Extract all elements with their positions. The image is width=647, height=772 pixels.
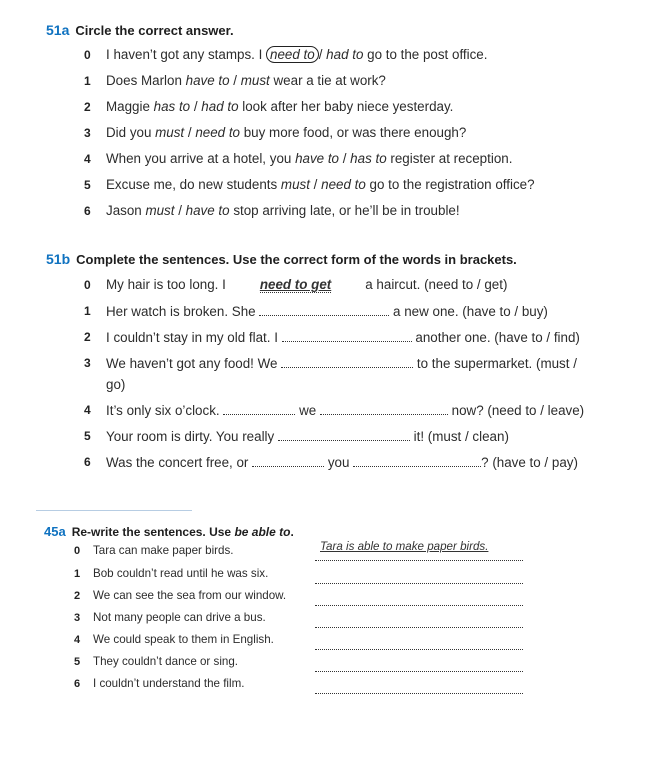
sentence-text: register at reception. [386, 151, 513, 166]
option-separator: / [229, 73, 241, 88]
option-two[interactable]: must [240, 73, 270, 88]
sentence-text: go to the post office. [363, 47, 488, 62]
exercise-51b-heading [46, 251, 517, 267]
sentence-text: look after her baby niece yesterday. [238, 99, 454, 114]
option-one[interactable]: must [280, 177, 310, 192]
option-two[interactable]: had to [326, 47, 364, 62]
answer-blank[interactable] [353, 454, 481, 467]
sentence-text: wear a tie at work? [269, 73, 386, 88]
answer-line[interactable] [315, 583, 523, 584]
answer-line[interactable] [315, 605, 523, 606]
option-separator: / [318, 47, 327, 62]
option-separator: / [309, 177, 322, 192]
answer-blank[interactable] [282, 329, 412, 342]
option-two[interactable]: have to [185, 203, 230, 218]
sentence-text: Bob couldn’t read until he was six. [93, 567, 269, 580]
answer-blank[interactable] [278, 428, 410, 441]
item-number: 3 [84, 126, 91, 140]
answer-line[interactable] [315, 560, 523, 561]
example-answer: Tara is able to make paper birds. [320, 540, 489, 553]
sentence-text: I haven’t got any stamps. I [106, 47, 267, 62]
item-number: 1 [84, 74, 91, 88]
exercise-instruction: Re-write the sentences. Use [71, 525, 235, 539]
item-number: 3 [84, 356, 91, 370]
item-number: 0 [84, 278, 91, 292]
sentence-text: go to the registration office? [365, 177, 535, 192]
option-separator: / [190, 99, 202, 114]
sentence-text: buy more food, or was there enough? [240, 125, 467, 140]
option-separator: / [339, 151, 351, 166]
sentence-text: a new one. (have to / buy) [389, 304, 548, 319]
item-number: 2 [84, 100, 91, 114]
item-number: 4 [84, 152, 91, 166]
option-one[interactable]: must [155, 125, 185, 140]
answer-blank[interactable] [259, 303, 389, 316]
sentence-text: you [324, 455, 354, 470]
sentence-text: Does Marlon [106, 73, 186, 88]
option-one[interactable]: have to [295, 151, 339, 166]
sentence-text: stop arriving late, or he’ll be in trouble! [229, 203, 460, 218]
option-two[interactable]: need to [195, 125, 241, 140]
answer-blank[interactable] [252, 454, 324, 467]
sentence-text: They couldn’t dance or sing. [93, 655, 239, 668]
answer-line[interactable] [315, 693, 523, 694]
sentence-text: My hair is too long. I [106, 277, 230, 292]
answer-blank[interactable] [320, 402, 448, 415]
sentence-text: Not many people can drive a bus. [93, 611, 266, 624]
sentence-text: When you arrive at a hotel, you [106, 151, 296, 166]
item-number: 2 [84, 330, 91, 344]
item-number: 0 [84, 48, 91, 62]
sentence-text: I couldn’t stay in my old flat. I [106, 330, 282, 345]
exercise-instruction: . [290, 525, 294, 539]
sentence-text: Jason [106, 203, 146, 218]
sentence-text: We could speak to them in English. [93, 633, 274, 646]
option-one[interactable]: need to [266, 46, 319, 63]
exercise-number: 51a [46, 22, 70, 38]
sentence-text: Her watch is broken. She [106, 304, 260, 319]
answer-blank[interactable] [281, 355, 413, 368]
option-one[interactable]: have to [185, 73, 230, 88]
sentence-text: another one. (have to / find) [411, 330, 580, 345]
option-separator: / [174, 203, 186, 218]
option-two[interactable]: need to [321, 177, 366, 192]
option-two[interactable]: had to [201, 99, 239, 114]
exercise-number: 45a [44, 524, 66, 539]
item-number: 5 [84, 429, 91, 443]
exercise-instruction: Complete the sentences. Use the correct form of the words in brackets. [76, 252, 517, 267]
option-one[interactable]: has to [153, 99, 191, 114]
sentence-continuation: go) [106, 377, 126, 392]
item-number: 4 [74, 634, 81, 646]
exercise-instruction: Circle the correct answer. [75, 23, 234, 38]
sentence-text: Tara can make paper birds. [93, 544, 234, 557]
exercise-number: 51b [46, 251, 71, 267]
item-number: 3 [74, 612, 81, 624]
item-number: 1 [84, 304, 91, 318]
sentence-text: it! (must / clean) [409, 429, 509, 444]
answer-blank[interactable] [230, 277, 362, 292]
answer-blank[interactable] [223, 402, 295, 415]
sentence-text: I couldn’t understand the film. [93, 677, 245, 690]
option-one[interactable]: must [145, 203, 175, 218]
sentence-text: Your room is dirty. You really [106, 429, 278, 444]
sentence-text: now? (need to / leave) [447, 403, 585, 418]
sentence-text: Excuse me, do new students [106, 177, 281, 192]
example-answer: need to get [259, 277, 332, 292]
exercise-51a-heading [46, 22, 234, 38]
item-number: 6 [84, 455, 91, 469]
exercise-45a-heading [44, 524, 294, 539]
option-two[interactable]: has to [350, 151, 387, 166]
item-number: 6 [74, 678, 81, 690]
item-number: 0 [74, 545, 81, 557]
section-divider [36, 510, 192, 511]
option-separator: / [184, 125, 196, 140]
answer-line[interactable] [315, 649, 523, 650]
sentence-text: We haven’t got any food! We [106, 356, 282, 371]
item-number: 4 [84, 403, 91, 417]
sentence-text: Did you [106, 125, 156, 140]
item-number: 1 [74, 568, 81, 580]
sentence-text: Was the concert free, or [106, 455, 253, 470]
answer-line[interactable] [315, 627, 523, 628]
sentence-text: we [295, 403, 320, 418]
sentence-text: ? (have to / pay) [481, 455, 578, 470]
item-number: 5 [84, 178, 91, 192]
exercise-instruction-emphasis: be able to [234, 525, 291, 539]
item-number: 5 [74, 656, 81, 668]
item-number: 2 [74, 590, 81, 602]
answer-line[interactable] [315, 671, 523, 672]
sentence-text: It’s only six o’clock. [106, 403, 224, 418]
item-number: 6 [84, 204, 91, 218]
sentence-text: Maggie [106, 99, 154, 114]
sentence-text: a haircut. (need to / get) [361, 277, 508, 292]
sentence-text: We can see the sea from our window. [93, 589, 287, 602]
sentence-text: to the supermarket. (must / [413, 356, 577, 371]
